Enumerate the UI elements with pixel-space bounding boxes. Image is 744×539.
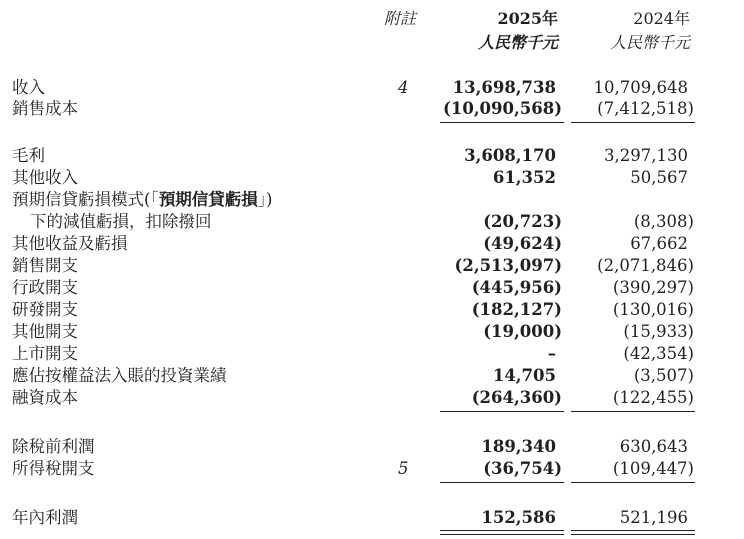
value-2024: (8,308) — [633, 212, 694, 231]
value-2024: 67,662 — [630, 234, 688, 253]
value-2024: (109,447) — [612, 459, 694, 478]
value-2025: 189,340 — [481, 437, 556, 456]
row-label: 下的減值虧損，扣除撥回 — [30, 212, 212, 231]
value-2025: – — [547, 344, 556, 363]
label-defined-term: 預期信貸虧損 — [158, 190, 258, 209]
value-2024: (122,455) — [612, 388, 694, 407]
subtotal-rule-2024 — [571, 482, 695, 483]
row-label: 應佔按權益法入賬的投資業績 — [12, 366, 227, 385]
label-suffix: 」) — [257, 190, 273, 209]
row-label: 融資成本 — [12, 388, 78, 407]
value-2024: 50,567 — [630, 168, 688, 187]
row-other-gains-losses — [0, 233, 744, 255]
value-2025: (49,624) — [483, 234, 562, 253]
row-label — [12, 189, 272, 211]
row-finance-costs — [0, 387, 744, 409]
row-cost-of-sales — [0, 98, 744, 120]
row-share-of-results — [0, 365, 744, 387]
row-note: 5 — [398, 459, 409, 478]
row-label: 毛利 — [12, 146, 45, 165]
value-2025: 152,586 — [481, 508, 556, 527]
value-2024: (2,071,846) — [597, 256, 694, 275]
year-2025-header: 2025年 — [497, 9, 558, 28]
value-2025: (264,360) — [471, 388, 562, 407]
row-gross-profit — [0, 145, 744, 167]
value-2025: 13,698,738 — [452, 78, 556, 97]
row-admin-expenses — [0, 277, 744, 299]
row-other-expenses — [0, 321, 744, 343]
row-label: 銷售成本 — [12, 99, 78, 118]
value-2024: 10,709,648 — [593, 78, 688, 97]
label-prefix: 預期信貸虧損模式(「 — [12, 190, 159, 209]
row-rnd-expenses — [0, 299, 744, 321]
subtotal-rule-2025 — [440, 482, 564, 483]
value-2025: (445,956) — [471, 278, 562, 297]
total-double-rule-top-2025 — [440, 530, 564, 531]
year-2024-header: 2024年 — [633, 9, 690, 28]
value-2024: 630,643 — [619, 437, 688, 456]
subtotal-rule-2025 — [440, 411, 564, 412]
row-income-tax — [0, 458, 744, 480]
row-ecl-heading — [0, 189, 744, 211]
row-label: 研發開支 — [12, 300, 78, 319]
row-profit-for-year — [0, 507, 744, 529]
value-2024: (7,412,518) — [597, 99, 694, 118]
value-2024: 3,297,130 — [604, 146, 688, 165]
row-label: 上市開支 — [12, 344, 78, 363]
subtotal-rule-2025 — [440, 122, 564, 123]
row-label: 年內利潤 — [12, 508, 78, 527]
value-2025: 61,352 — [492, 168, 556, 187]
value-2024: 521,196 — [619, 508, 688, 527]
value-2025: (10,090,568) — [443, 99, 562, 118]
subtotal-rule-2024 — [571, 122, 695, 123]
value-2024: (130,016) — [612, 300, 694, 319]
value-2025: 3,608,170 — [464, 146, 556, 165]
value-2025: (182,127) — [471, 300, 562, 319]
row-revenue — [0, 77, 744, 99]
row-profit-before-tax — [0, 436, 744, 458]
row-label: 所得稅開支 — [12, 459, 95, 478]
total-double-rule-top-2024 — [571, 530, 695, 531]
value-2024: (42,354) — [623, 344, 694, 363]
total-double-rule-bottom-2024 — [571, 534, 695, 535]
subtotal-rule-2024 — [571, 411, 695, 412]
note-column-header: 附註 — [384, 9, 417, 28]
row-label: 其他收入 — [12, 168, 78, 187]
value-2025: (2,513,097) — [454, 256, 562, 275]
row-label: 收入 — [12, 78, 45, 97]
row-label: 銷售開支 — [12, 256, 78, 275]
value-2025: (36,754) — [483, 459, 562, 478]
value-2025: (20,723) — [483, 212, 562, 231]
row-label: 除稅前利潤 — [12, 437, 95, 456]
value-2025: (19,000) — [483, 322, 562, 341]
row-impairment-losses — [0, 211, 744, 233]
value-2024: (390,297) — [612, 278, 694, 297]
row-label: 其他開支 — [12, 322, 78, 341]
total-double-rule-bottom-2025 — [440, 534, 564, 535]
value-2024: (15,933) — [623, 322, 694, 341]
unit-2024-header: 人民幣千元 — [609, 33, 690, 52]
row-note: 4 — [398, 78, 409, 97]
row-label: 其他收益及虧損 — [12, 234, 128, 253]
value-2024: (3,507) — [633, 366, 694, 385]
row-selling-expenses — [0, 255, 744, 277]
row-label: 行政開支 — [12, 278, 78, 297]
unit-2025-header: 人民幣千元 — [477, 33, 558, 52]
row-other-income — [0, 167, 744, 189]
row-listing-expenses — [0, 343, 744, 365]
value-2025: 14,705 — [492, 366, 556, 385]
